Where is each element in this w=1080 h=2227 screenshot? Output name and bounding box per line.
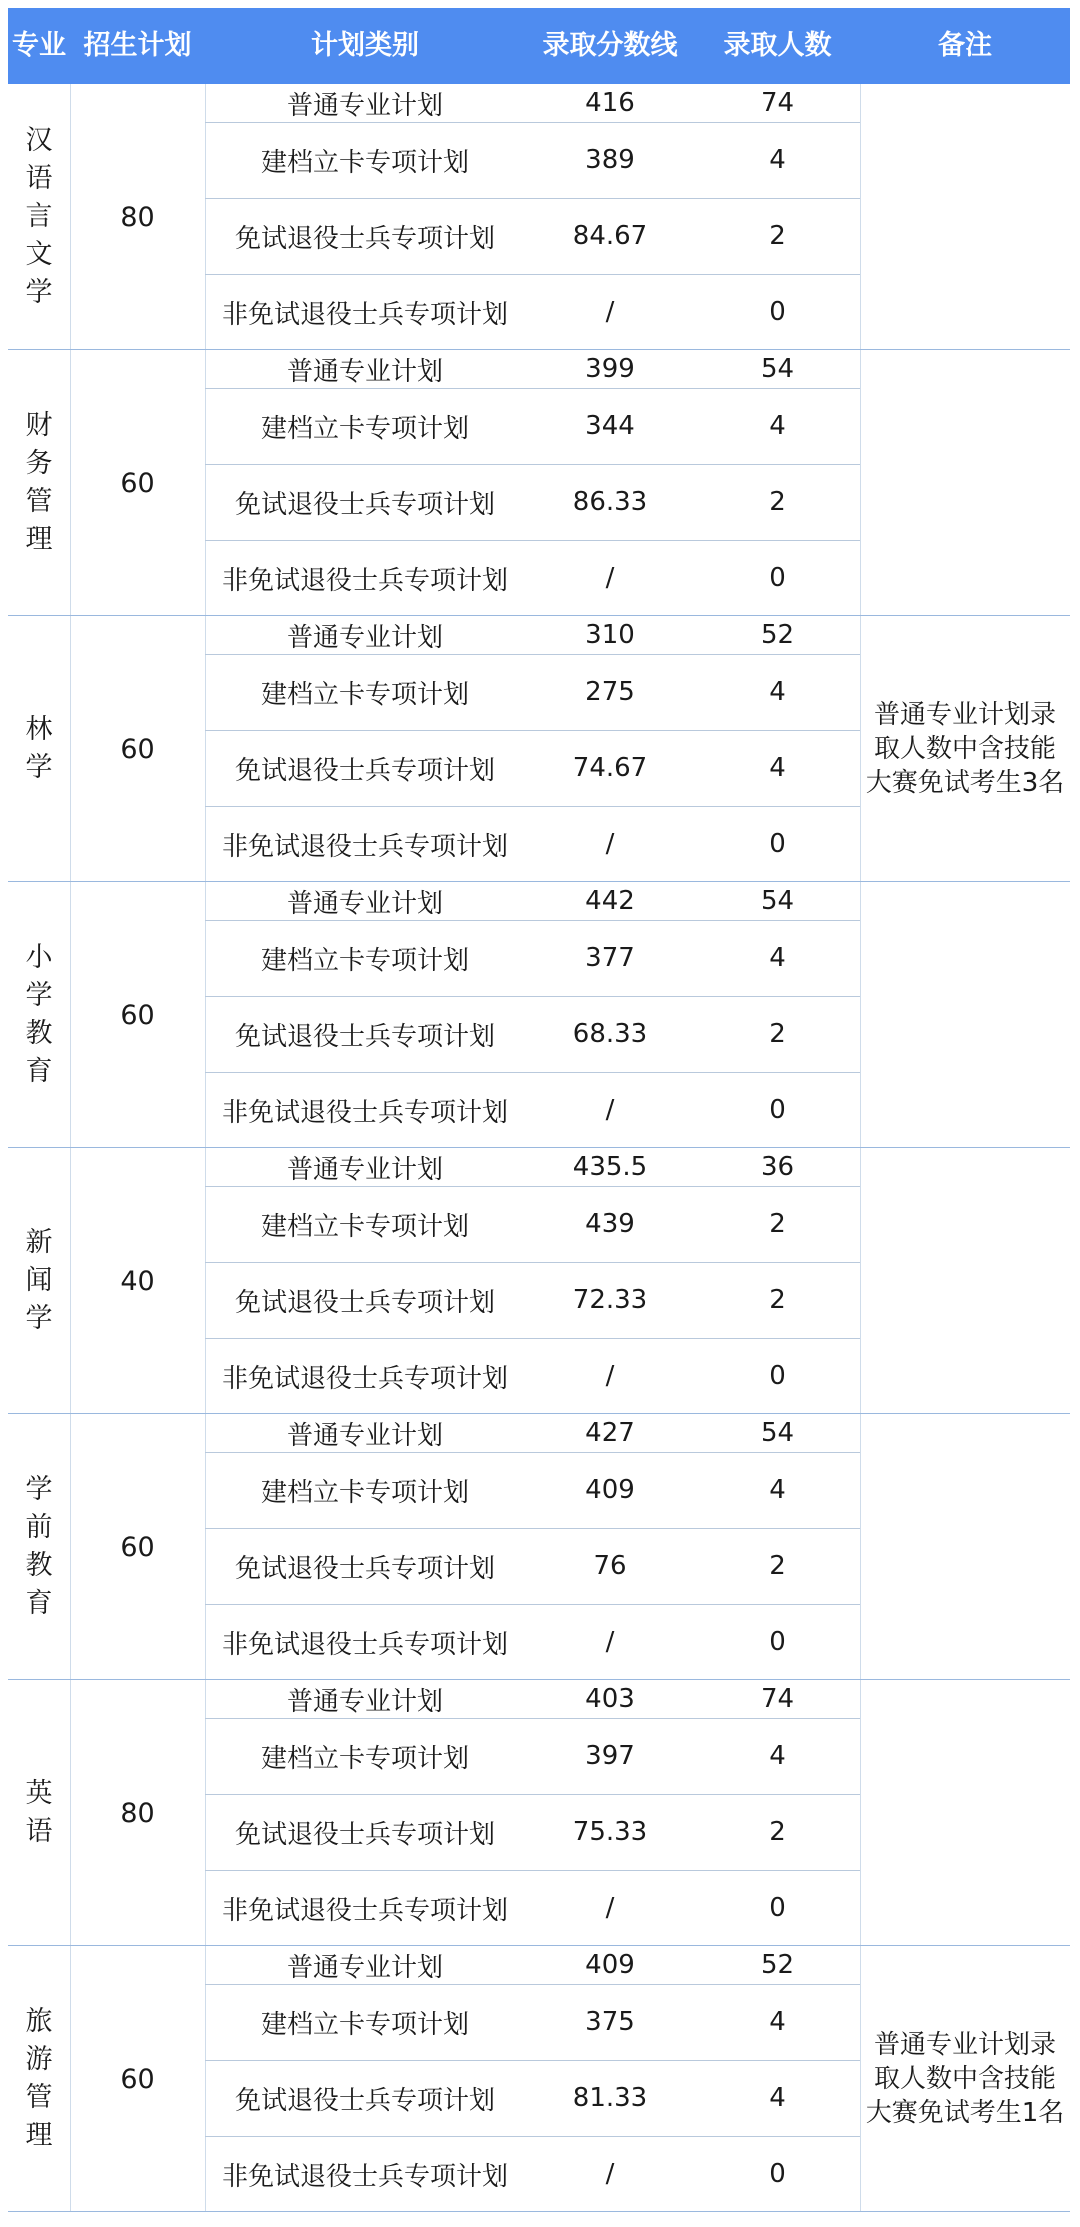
score-cell: 68.33 (572, 1019, 648, 1049)
score-cell: 389 (585, 145, 635, 175)
major-cell (8, 350, 70, 616)
category-cell: 普通专业计划 (286, 90, 443, 121)
score-cell: 427 (585, 1418, 635, 1448)
plan-count: 60 (120, 733, 155, 765)
category-cell: 非免试退役士兵专项计划 (221, 565, 508, 596)
table-row (205, 1262, 860, 1338)
major-cell (8, 882, 70, 1148)
admitted-cell: 4 (769, 145, 786, 175)
admitted-cell: 4 (769, 2083, 786, 2113)
score-cell: 397 (585, 1741, 635, 1771)
plan-count: 40 (120, 1265, 155, 1297)
admitted-cell: 2 (769, 221, 786, 251)
row-divider (205, 1718, 860, 1719)
score-cell: 75.33 (572, 1817, 648, 1847)
table-row (205, 616, 860, 654)
category-cell: 建档立卡专项计划 (260, 2009, 469, 2040)
score-cell: / (605, 829, 615, 859)
score-cell: / (605, 1361, 615, 1391)
table-row (205, 350, 860, 388)
table-row (205, 1680, 860, 1718)
row-divider (205, 1338, 860, 1339)
score-cell: 275 (585, 677, 635, 707)
admitted-cell: 2 (769, 1285, 786, 1315)
admitted-cell: 36 (760, 1152, 795, 1182)
category-cell: 普通专业计划 (286, 1686, 443, 1717)
header-admitted: 录取人数 (723, 30, 832, 61)
note-text: 普通专业计划录取人数中含技能大赛免试考生3名 (865, 700, 1065, 798)
row-divider (205, 730, 860, 731)
table-row (205, 2136, 860, 2212)
score-cell: 344 (585, 411, 635, 441)
plan-count: 60 (120, 2063, 155, 2095)
admitted-cell: 4 (769, 943, 786, 973)
major-name: 小学教育 (25, 942, 53, 1087)
score-cell: / (605, 563, 615, 593)
admitted-cell: 4 (769, 1475, 786, 1505)
major-cell (8, 1414, 70, 1680)
table-row (205, 1718, 860, 1794)
row-divider (205, 1186, 860, 1187)
category-cell: 非免试退役士兵专项计划 (221, 831, 508, 862)
major-name: 学前教育 (25, 1474, 53, 1619)
category-cell: 建档立卡专项计划 (260, 1477, 469, 1508)
table-row (205, 274, 860, 350)
header-score: 录取分数线 (542, 30, 678, 61)
row-divider (205, 1262, 860, 1263)
category-cell: 免试退役士兵专项计划 (234, 1553, 495, 1584)
plan-count: 60 (120, 467, 155, 499)
note-text: 普通专业计划录取人数中含技能大赛免试考生1名 (865, 2030, 1065, 2128)
score-cell: / (605, 1893, 615, 1923)
admitted-cell: 0 (769, 2159, 786, 2189)
admitted-cell: 0 (769, 297, 786, 327)
table-row (205, 198, 860, 274)
table-row (205, 920, 860, 996)
admitted-cell: 0 (769, 1627, 786, 1657)
table-row (205, 654, 860, 730)
admitted-cell: 2 (769, 1019, 786, 1049)
admitted-cell: 2 (769, 1817, 786, 1847)
row-divider (205, 540, 860, 541)
plan-count: 60 (120, 1531, 155, 1563)
score-cell: 72.33 (572, 1285, 648, 1315)
plan-count: 80 (120, 1797, 155, 1829)
group-divider (8, 2211, 1070, 2212)
row-divider (205, 1072, 860, 1073)
row-divider (205, 1452, 860, 1453)
table-row (205, 122, 860, 198)
score-cell: / (605, 1095, 615, 1125)
admitted-cell: 0 (769, 829, 786, 859)
category-cell: 免试退役士兵专项计划 (234, 755, 495, 786)
major-group (8, 616, 1070, 882)
row-divider (205, 920, 860, 921)
category-cell: 免试退役士兵专项计划 (234, 1287, 495, 1318)
header-major: 专业 (12, 30, 66, 61)
admitted-cell: 2 (769, 487, 786, 517)
category-cell: 免试退役士兵专项计划 (234, 1819, 495, 1850)
score-cell: / (605, 1627, 615, 1657)
score-cell: 74.67 (572, 753, 648, 783)
header-plan: 招生计划 (83, 30, 192, 61)
admitted-cell: 54 (760, 886, 795, 916)
major-name: 林学 (25, 714, 53, 783)
table-row (205, 1794, 860, 1870)
admitted-cell: 4 (769, 753, 786, 783)
row-divider (205, 388, 860, 389)
table-row (205, 1452, 860, 1528)
table-row (205, 1072, 860, 1148)
category-cell: 建档立卡专项计划 (260, 1743, 469, 1774)
table-row (205, 1604, 860, 1680)
major-group (8, 350, 1070, 616)
score-cell: 86.33 (572, 487, 648, 517)
score-cell: 442 (585, 886, 635, 916)
table-row (205, 1528, 860, 1604)
table-row (205, 388, 860, 464)
category-cell: 免试退役士兵专项计划 (234, 1021, 495, 1052)
major-cell (8, 1946, 70, 2212)
admitted-cell: 4 (769, 411, 786, 441)
score-cell: 84.67 (572, 221, 648, 251)
category-cell: 普通专业计划 (286, 1420, 443, 1451)
row-divider (205, 806, 860, 807)
table-row (205, 1946, 860, 1984)
admitted-cell: 0 (769, 1361, 786, 1391)
score-cell: / (605, 297, 615, 327)
score-cell: 76 (593, 1551, 627, 1581)
table-row (205, 1186, 860, 1262)
major-group (8, 1148, 1070, 1414)
category-cell: 建档立卡专项计划 (260, 147, 469, 178)
row-divider (205, 274, 860, 275)
category-cell: 非免试退役士兵专项计划 (221, 299, 508, 330)
note-cell (860, 882, 1070, 1148)
major-cell (8, 616, 70, 882)
header-note: 备注 (938, 30, 992, 61)
note-cell (860, 1148, 1070, 1414)
score-cell: 375 (585, 2007, 635, 2037)
category-cell: 普通专业计划 (286, 1952, 443, 1983)
row-divider (205, 1984, 860, 1985)
plan-count: 80 (120, 201, 155, 233)
category-cell: 非免试退役士兵专项计划 (221, 1895, 508, 1926)
row-divider (205, 1870, 860, 1871)
major-name: 汉语言文学 (25, 125, 53, 308)
table-row (205, 540, 860, 616)
major-cell (8, 1680, 70, 1946)
score-cell: 377 (585, 943, 635, 973)
category-cell: 建档立卡专项计划 (260, 945, 469, 976)
table-row (205, 1414, 860, 1452)
category-cell: 非免试退役士兵专项计划 (221, 2161, 508, 2192)
row-divider (205, 2060, 860, 2061)
table-row (205, 806, 860, 882)
score-cell: 81.33 (572, 2083, 648, 2113)
admitted-cell: 4 (769, 677, 786, 707)
major-name: 财务管理 (25, 410, 53, 555)
major-group (8, 1414, 1070, 1680)
score-cell: 310 (585, 620, 635, 650)
category-cell: 建档立卡专项计划 (260, 413, 469, 444)
row-divider (205, 1604, 860, 1605)
major-group (8, 1680, 1070, 1946)
row-divider (205, 464, 860, 465)
category-cell: 免试退役士兵专项计划 (234, 2085, 495, 2116)
note-cell (860, 350, 1070, 616)
category-cell: 普通专业计划 (286, 888, 443, 919)
major-group (8, 84, 1070, 350)
category-cell: 非免试退役士兵专项计划 (221, 1629, 508, 1660)
table-row (205, 84, 860, 122)
admitted-cell: 0 (769, 1095, 786, 1125)
admitted-cell: 2 (769, 1551, 786, 1581)
category-cell: 免试退役士兵专项计划 (234, 223, 495, 254)
table-row (205, 996, 860, 1072)
table-row (205, 1870, 860, 1946)
category-cell: 建档立卡专项计划 (260, 679, 469, 710)
category-cell: 免试退役士兵专项计划 (234, 489, 495, 520)
score-cell: 416 (585, 88, 635, 118)
row-divider (205, 654, 860, 655)
major-cell (8, 84, 70, 350)
major-name: 英语 (25, 1778, 53, 1847)
score-cell: 399 (585, 354, 635, 384)
row-divider (205, 1528, 860, 1529)
note-cell (860, 84, 1070, 350)
table-row (205, 2060, 860, 2136)
admitted-cell: 54 (760, 354, 795, 384)
category-cell: 非免试退役士兵专项计划 (221, 1097, 508, 1128)
major-cell (8, 1148, 70, 1414)
admitted-cell: 4 (769, 2007, 786, 2037)
table-row (205, 464, 860, 540)
table-header (8, 8, 1070, 84)
table-row (205, 1148, 860, 1186)
table-row (205, 1338, 860, 1414)
category-cell: 普通专业计划 (286, 622, 443, 653)
note-cell (860, 1680, 1070, 1946)
score-cell: / (605, 2159, 615, 2189)
admitted-cell: 54 (760, 1418, 795, 1448)
plan-count: 60 (120, 999, 155, 1031)
note-cell (860, 616, 1070, 882)
major-group (8, 1946, 1070, 2212)
row-divider (205, 198, 860, 199)
admitted-cell: 0 (769, 1893, 786, 1923)
admitted-cell: 74 (760, 88, 795, 118)
row-divider (205, 1794, 860, 1795)
table-row (205, 730, 860, 806)
category-cell: 非免试退役士兵专项计划 (221, 1363, 508, 1394)
category-cell: 普通专业计划 (286, 1154, 443, 1185)
row-divider (205, 2136, 860, 2137)
score-cell: 435.5 (572, 1152, 648, 1182)
note-cell (860, 1946, 1070, 2212)
row-divider (205, 122, 860, 123)
category-cell: 普通专业计划 (286, 356, 443, 387)
score-cell: 403 (585, 1684, 635, 1714)
score-cell: 409 (585, 1475, 635, 1505)
header-category: 计划类别 (311, 30, 419, 61)
table-row (205, 882, 860, 920)
category-cell: 建档立卡专项计划 (260, 1211, 469, 1242)
admitted-cell: 52 (760, 1950, 795, 1980)
row-divider (205, 996, 860, 997)
admitted-cell: 2 (769, 1209, 786, 1239)
admitted-cell: 52 (760, 620, 795, 650)
score-cell: 439 (585, 1209, 635, 1239)
score-cell: 409 (585, 1950, 635, 1980)
admitted-cell: 0 (769, 563, 786, 593)
table-row (205, 1984, 860, 2060)
admitted-cell: 74 (760, 1684, 795, 1714)
major-name: 旅游管理 (25, 2006, 53, 2151)
major-name: 新闻学 (25, 1227, 53, 1334)
note-cell (860, 1414, 1070, 1680)
admitted-cell: 4 (769, 1741, 786, 1771)
major-group (8, 882, 1070, 1148)
